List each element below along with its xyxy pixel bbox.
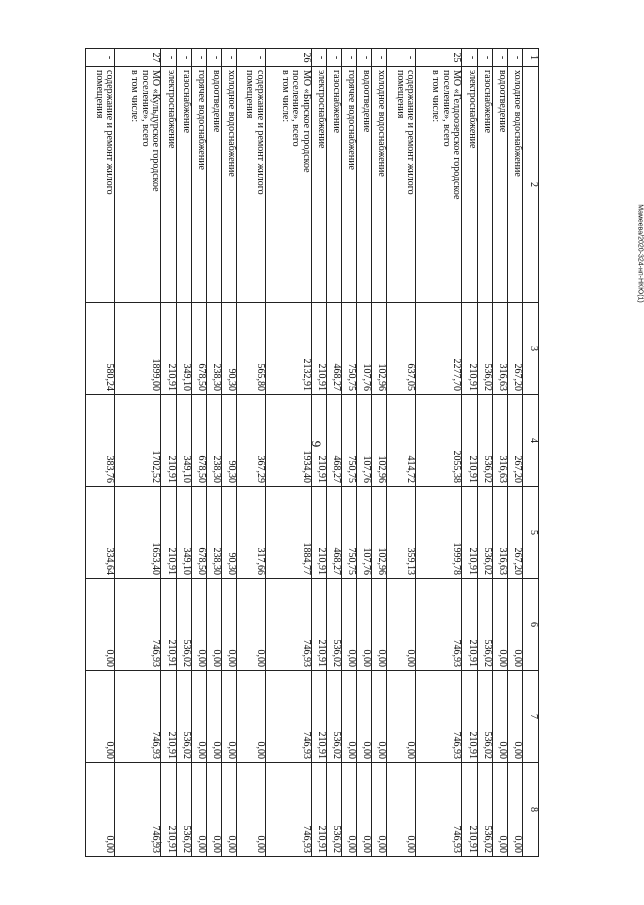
service-name-cell: [221, 67, 236, 303]
value-cell: 536,02: [176, 763, 191, 857]
row-number-cell: -: [477, 49, 492, 67]
row-number-cell: 25: [416, 49, 462, 67]
value-cell: 0,00: [507, 579, 522, 671]
service-name-line: горячее водоснабжение: [346, 70, 358, 170]
value-cell: 210,91: [161, 579, 176, 671]
column-header: 4: [522, 395, 538, 487]
value-cell: 0,00: [221, 579, 236, 671]
document-id: Мамеева/2020-324-нп-НКЮ(1): [636, 204, 644, 303]
value-cell: 0,00: [86, 763, 115, 857]
service-name-line: МО «Бирское городское: [300, 70, 312, 173]
value-cell: 238,30: [206, 487, 221, 579]
value-cell: 334,64: [86, 487, 115, 579]
value-cell: 0,00: [492, 579, 507, 671]
value-cell: 1934,40: [265, 395, 311, 487]
service-name-cell: [492, 67, 507, 303]
value-cell: 316,63: [492, 395, 507, 487]
table-row: [236, 49, 265, 857]
value-cell: 536,02: [176, 671, 191, 763]
service-name-line: электроснабжение: [466, 70, 478, 149]
table-row: [372, 49, 387, 857]
value-cell: 316,63: [492, 303, 507, 395]
table-row: [387, 49, 416, 857]
table-row: [462, 49, 477, 857]
service-name-cell: [206, 67, 221, 303]
value-cell: 267,20: [507, 395, 522, 487]
table-row: [176, 49, 191, 857]
value-cell: 0,00: [342, 671, 357, 763]
row-number-cell: -: [342, 49, 357, 67]
service-name-line: поселение», всего: [290, 70, 302, 147]
value-cell: 0,00: [206, 763, 221, 857]
table-row: [477, 49, 492, 857]
value-cell: 383,76: [86, 395, 115, 487]
service-name-line: водоотведение: [361, 70, 373, 133]
value-cell: 0,00: [492, 763, 507, 857]
value-cell: 0,00: [387, 671, 416, 763]
value-cell: 102,96: [372, 487, 387, 579]
value-cell: 0,00: [507, 763, 522, 857]
table-header-row: [522, 49, 538, 857]
value-cell: 0,00: [236, 763, 265, 857]
service-name-line: электроснабжение: [316, 70, 328, 149]
value-cell: 210,91: [311, 487, 326, 579]
table-row: [357, 49, 372, 857]
service-name-cell: [236, 67, 265, 303]
value-cell: 316,63: [492, 487, 507, 579]
row-number-cell: -: [191, 49, 206, 67]
table-row: [342, 49, 357, 857]
value-cell: 0,00: [342, 763, 357, 857]
service-name-line: содержание и ремонт жилого: [254, 70, 266, 195]
row-number-cell: -: [221, 49, 236, 67]
column-header: 2: [522, 67, 538, 303]
service-name-line: электроснабжение: [165, 70, 177, 149]
service-name-line: поселение», всего: [139, 70, 151, 147]
value-cell: 746,93: [265, 671, 311, 763]
value-cell: 210,91: [311, 763, 326, 857]
value-cell: 210,91: [462, 671, 477, 763]
value-cell: 90,30: [221, 395, 236, 487]
tariff-table: [85, 48, 539, 857]
row-number-cell: -: [86, 49, 115, 67]
value-cell: 349,10: [176, 303, 191, 395]
value-cell: 210,91: [462, 763, 477, 857]
value-cell: 746,93: [115, 579, 161, 671]
value-cell: 2277,70: [416, 303, 462, 395]
value-cell: 210,91: [311, 303, 326, 395]
value-cell: 210,91: [311, 579, 326, 671]
column-header: 8: [522, 763, 538, 857]
value-cell: 0,00: [221, 671, 236, 763]
row-number-cell: -: [161, 49, 176, 67]
service-name-cell: [176, 67, 191, 303]
row-number-cell: -: [206, 49, 221, 67]
service-name-cell: [327, 67, 342, 303]
value-cell: 0,00: [357, 579, 372, 671]
value-cell: 637,05: [387, 303, 416, 395]
service-name-line: холодное водоснабжение: [225, 70, 237, 177]
value-cell: 0,00: [236, 579, 265, 671]
table-row: [191, 49, 206, 857]
table-row: [327, 49, 342, 857]
value-cell: 468,27: [327, 487, 342, 579]
value-cell: 414,72: [387, 395, 416, 487]
table-row: [161, 49, 176, 857]
value-cell: 210,91: [462, 579, 477, 671]
value-cell: 0,00: [206, 579, 221, 671]
service-name-cell: [191, 67, 206, 303]
value-cell: 536,02: [477, 763, 492, 857]
column-header: 3: [522, 303, 538, 395]
value-cell: 580,24: [86, 303, 115, 395]
column-header: 6: [522, 579, 538, 671]
value-cell: 1702,52: [115, 395, 161, 487]
service-name-line: МО «Кульдурское городское: [150, 70, 162, 192]
service-name-line: помещения: [93, 70, 105, 119]
value-cell: 678,50: [191, 487, 206, 579]
value-cell: 678,50: [191, 395, 206, 487]
value-cell: 210,91: [161, 303, 176, 395]
value-cell: 746,93: [115, 763, 161, 857]
service-name-cell: [387, 67, 416, 303]
service-name-cell: [342, 67, 357, 303]
service-name-line: помещения: [394, 70, 406, 119]
row-number-cell: -: [387, 49, 416, 67]
row-number-cell: -: [462, 49, 477, 67]
column-header: 1: [522, 49, 538, 67]
service-name-line: поселение», всего: [441, 70, 452, 147]
service-name-line: в том числе:: [279, 70, 291, 123]
row-number-cell: -: [507, 49, 522, 67]
value-cell: 0,00: [191, 579, 206, 671]
value-cell: 1653,40: [115, 487, 161, 579]
value-cell: 0,00: [236, 671, 265, 763]
service-name-cell: [86, 67, 115, 303]
value-cell: 210,91: [311, 395, 326, 487]
service-name-cell: [416, 67, 462, 303]
value-cell: 746,93: [265, 579, 311, 671]
service-name-cell: [477, 67, 492, 303]
service-name-line: содержание и ремонт жилого: [405, 70, 417, 195]
value-cell: 0,00: [372, 671, 387, 763]
value-cell: 107,76: [357, 303, 372, 395]
value-cell: 0,00: [221, 763, 236, 857]
table-row: [311, 49, 326, 857]
value-cell: 536,02: [477, 579, 492, 671]
value-cell: 367,29: [236, 395, 265, 487]
column-header: 7: [522, 671, 538, 763]
value-cell: 267,20: [507, 487, 522, 579]
value-cell: 0,00: [357, 671, 372, 763]
service-name-cell: [462, 67, 477, 303]
table-row: [86, 49, 115, 857]
table-row: [221, 49, 236, 857]
service-name-line: водоотведение: [210, 70, 222, 133]
value-cell: 746,93: [416, 671, 462, 763]
value-cell: 536,02: [477, 671, 492, 763]
value-cell: 0,00: [342, 579, 357, 671]
service-name-line: горячее водоснабжение: [195, 70, 207, 170]
value-cell: 210,91: [462, 487, 477, 579]
service-name-line: водоотведение: [496, 70, 508, 133]
table-row: [492, 49, 507, 857]
value-cell: 536,02: [327, 579, 342, 671]
value-cell: 210,91: [311, 671, 326, 763]
value-cell: 0,00: [191, 763, 206, 857]
service-name-cell: [115, 67, 161, 303]
service-name-line: содержание и ремонт жилого: [104, 70, 116, 195]
service-name-cell: [311, 67, 326, 303]
service-name-cell: [265, 67, 311, 303]
value-cell: 102,96: [372, 303, 387, 395]
value-cell: 536,02: [327, 763, 342, 857]
row-number-cell: -: [311, 49, 326, 67]
value-cell: 238,30: [206, 303, 221, 395]
row-number-cell: -: [327, 49, 342, 67]
row-number-cell: -: [176, 49, 191, 67]
row-number-cell: -: [372, 49, 387, 67]
value-cell: 90,30: [221, 303, 236, 395]
value-cell: 210,91: [462, 395, 477, 487]
table-row: [265, 49, 311, 857]
table-row: [416, 49, 462, 857]
value-cell: 210,91: [161, 395, 176, 487]
value-cell: 1999,78: [416, 487, 462, 579]
table-row: [115, 49, 161, 857]
value-cell: 107,76: [357, 395, 372, 487]
value-cell: 349,10: [176, 487, 191, 579]
column-header: 5: [522, 487, 538, 579]
value-cell: 746,93: [265, 763, 311, 857]
value-cell: 536,02: [477, 303, 492, 395]
row-number-cell: 26: [265, 49, 311, 67]
value-cell: 0,00: [86, 579, 115, 671]
value-cell: 565,80: [236, 303, 265, 395]
service-name-line: МО «Гелдоозерское городское: [451, 70, 463, 200]
value-cell: 210,91: [161, 763, 176, 857]
value-cell: 750,75: [342, 487, 357, 579]
row-number-cell: -: [492, 49, 507, 67]
value-cell: 0,00: [206, 671, 221, 763]
value-cell: 102,96: [372, 395, 387, 487]
value-cell: 2055,38: [416, 395, 462, 487]
service-name-line: холодное водоснабжение: [376, 70, 388, 177]
value-cell: 0,00: [387, 579, 416, 671]
value-cell: 2132,91: [265, 303, 311, 395]
value-cell: 468,27: [327, 395, 342, 487]
value-cell: 349,10: [176, 395, 191, 487]
row-number-cell: 27: [115, 49, 161, 67]
value-cell: 536,02: [176, 579, 191, 671]
value-cell: 0,00: [357, 763, 372, 857]
service-name-line: в том числе:: [430, 70, 442, 123]
service-name-line: газоснабжение: [180, 70, 192, 134]
value-cell: 210,91: [161, 487, 176, 579]
value-cell: 468,27: [327, 303, 342, 395]
service-name-line: газоснабжение: [481, 70, 493, 134]
page-number: 9: [309, 440, 324, 448]
service-name-cell: [357, 67, 372, 303]
row-number-cell: -: [357, 49, 372, 67]
row-number-cell: -: [236, 49, 265, 67]
value-cell: 678,50: [191, 303, 206, 395]
service-name-line: газоснабжение: [331, 70, 343, 134]
table-row: [507, 49, 522, 857]
value-cell: 238,30: [206, 395, 221, 487]
value-cell: 210,91: [462, 303, 477, 395]
value-cell: 746,93: [416, 579, 462, 671]
value-cell: 359,13: [387, 487, 416, 579]
table-container: [85, 48, 539, 856]
value-cell: 0,00: [492, 671, 507, 763]
value-cell: 107,76: [357, 487, 372, 579]
service-name-line: в том числе:: [129, 70, 141, 123]
value-cell: 0,00: [372, 579, 387, 671]
value-cell: 536,02: [477, 487, 492, 579]
service-name-cell: [161, 67, 176, 303]
value-cell: 0,00: [86, 671, 115, 763]
value-cell: 1884,77: [265, 487, 311, 579]
value-cell: 267,20: [507, 303, 522, 395]
service-name-line: помещения: [244, 70, 256, 119]
table-row: [206, 49, 221, 857]
value-cell: 750,75: [342, 395, 357, 487]
value-cell: 210,91: [161, 671, 176, 763]
service-name-cell: [372, 67, 387, 303]
value-cell: 317,66: [236, 487, 265, 579]
value-cell: 750,75: [342, 303, 357, 395]
value-cell: 0,00: [372, 763, 387, 857]
value-cell: 90,30: [221, 487, 236, 579]
service-name-cell: [507, 67, 522, 303]
value-cell: 536,02: [327, 671, 342, 763]
value-cell: 1899,00: [115, 303, 161, 395]
value-cell: 0,00: [191, 671, 206, 763]
value-cell: 746,93: [115, 671, 161, 763]
service-name-line: холодное водоснабжение: [511, 70, 523, 177]
value-cell: 0,00: [507, 671, 522, 763]
value-cell: 536,02: [477, 395, 492, 487]
value-cell: 0,00: [387, 763, 416, 857]
value-cell: 746,93: [416, 763, 462, 857]
